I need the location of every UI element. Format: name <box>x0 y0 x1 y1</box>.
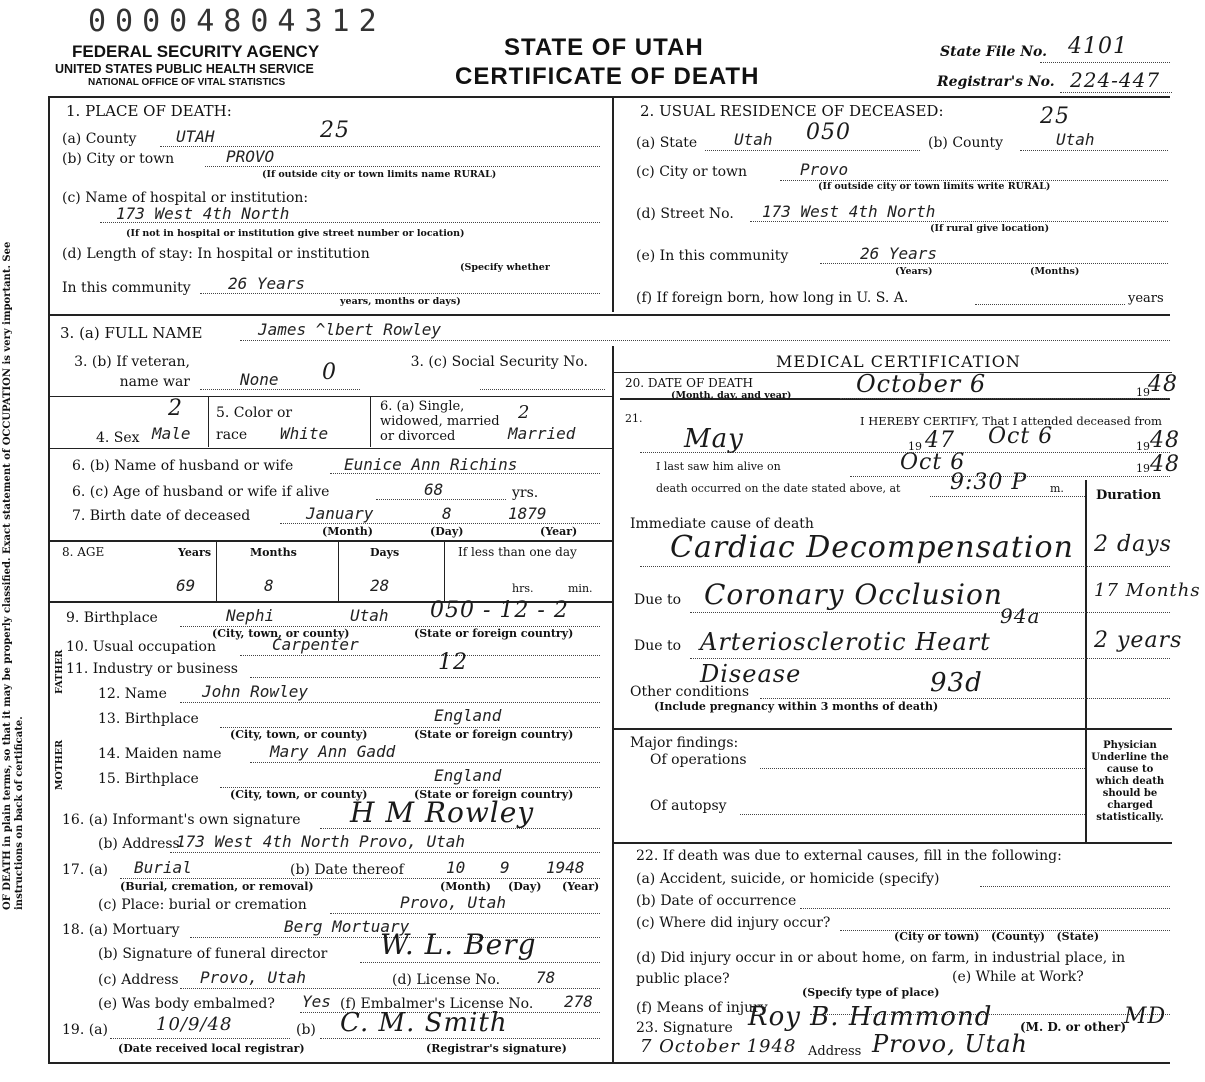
received-date: 10/9/48 <box>156 1014 233 1035</box>
informant-sig-label: 16. (a) Informant's own signature <box>62 812 301 828</box>
certify-from: May <box>684 424 744 454</box>
res-street-note: (If rural give location) <box>930 223 1050 234</box>
last-saw-prefix: 19 <box>1136 462 1150 475</box>
community-value: 26 Years <box>228 274 306 293</box>
res-county-label: (b) County <box>928 135 1004 151</box>
res-city-label: (c) City or town <box>636 164 748 180</box>
director-label: (b) Signature of funeral director <box>98 946 328 962</box>
certify-to: Oct 6 <box>988 424 1054 449</box>
age-months-h: Months <box>250 546 297 559</box>
agency-name: FEDERAL SECURITY AGENCY <box>72 42 320 61</box>
sex-code: 2 <box>168 396 183 421</box>
certify-to-year: 48 <box>1150 428 1180 453</box>
death-city-label: (b) City or town <box>62 151 175 167</box>
death-county-code: 25 <box>320 118 350 143</box>
autopsy-label: Of autopsy <box>650 798 727 814</box>
burial-label: 17. (a) <box>62 862 108 878</box>
burial-year-h: (Year) <box>562 880 600 893</box>
birthplace-state-note: (State or foreign country) <box>414 627 574 640</box>
ssn-label: 3. (c) Social Security No. <box>410 354 588 370</box>
mortuary-address: Provo, Utah <box>200 968 306 987</box>
license-value: 78 <box>536 968 556 987</box>
res-city: Provo <box>800 160 849 179</box>
mother-bp-label: 15. Birthplace <box>98 771 199 787</box>
hospital-label: (c) Name of hospital or institution: <box>62 190 309 206</box>
embalmed-value: Yes <box>302 992 331 1011</box>
received-note: (Date received local registrar) <box>118 1042 305 1055</box>
birth-month-h: (Month) <box>322 525 373 538</box>
industry-label: 11. Industry or business <box>66 661 238 677</box>
mother-bp: England <box>434 766 502 785</box>
veteran-value: None <box>240 370 279 389</box>
due2-label: Due to <box>634 638 682 654</box>
marital-code: 2 <box>518 402 531 423</box>
father-name: John Rowley <box>202 682 308 701</box>
embalmer-label: (f) Embalmer's License No. <box>340 996 534 1012</box>
res-community-label: (e) In this community <box>636 248 789 264</box>
spouse-value: Eunice Ann Richins <box>344 455 518 474</box>
external-e: (e) While at Work? <box>952 969 1084 985</box>
spouse-label: 6. (b) Name of husband or wife <box>72 458 294 474</box>
res-foreign-label: (f) If foreign born, how long in U. S. A. <box>636 290 909 306</box>
dod-note: (Month, day, and year) <box>671 390 792 401</box>
due2-cause: Arteriosclerotic Heart Disease <box>700 628 991 688</box>
death-county-label: (a) County <box>62 131 137 147</box>
state-file-label: State File No. <box>940 44 1048 60</box>
stay-label: (d) Length of stay: In hospital or institution <box>62 246 370 262</box>
director-signature: W. L. Berg <box>380 928 537 961</box>
dod-label: 20. DATE OF DEATH <box>625 376 753 390</box>
death-time-suffix: m. <box>1050 482 1064 495</box>
birth-year-h: (Year) <box>540 525 578 538</box>
informant-signature: H M Rowley <box>350 796 535 829</box>
due1-duration: 17 Months <box>1094 580 1201 601</box>
embalmer-value: 278 <box>564 992 593 1011</box>
age-days-h: Days <box>370 546 400 559</box>
certify-from-year: 47 <box>925 428 955 453</box>
burial-date-label: (b) Date thereof <box>290 862 404 878</box>
death-county: UTAH <box>176 127 215 146</box>
office-name: NATIONAL OFFICE OF VITAL STATISTICS <box>88 77 286 88</box>
external-a: (a) Accident, suicide, or homicide (specify) <box>636 871 940 887</box>
res-years-word: years <box>1128 291 1164 306</box>
last-saw-label: I last saw him alive on <box>656 460 781 473</box>
res-state-label: (a) State <box>636 135 698 151</box>
birth-year: 1879 <box>508 504 547 523</box>
certify-text: I HEREBY CERTIFY, That I attended deceased from <box>860 414 1162 428</box>
community-note: years, months or days) <box>340 296 461 307</box>
community-label: In this community <box>62 280 191 296</box>
age-less-day: If less than one day <box>458 545 577 559</box>
burial-note: (Burial, cremation, or removal) <box>120 880 314 893</box>
occupation-value: Carpenter <box>272 635 359 654</box>
age-min: min. <box>568 582 593 595</box>
father-name-label: 12. Name <box>98 686 167 702</box>
occupation-label: 10. Usual occupation <box>66 639 216 655</box>
external-label: 22. If death was due to external causes, fill in the following: <box>636 848 1062 864</box>
marital-label: 6. (a) Single, widowed, married or divorced <box>380 399 500 444</box>
service-name: UNITED STATES PUBLIC HEALTH SERVICE <box>55 62 314 76</box>
last-saw-year: 48 <box>1150 452 1180 477</box>
registrar-value: 224-447 <box>1070 68 1161 92</box>
registrar-sig-label: (b) <box>296 1022 316 1038</box>
burial-place-label: (c) Place: burial or cremation <box>98 897 307 913</box>
death-time: 9:30 P <box>950 470 1028 495</box>
mortuary-address-label: (c) Address <box>98 972 179 988</box>
mother-state-note: (State or foreign country) <box>414 788 574 801</box>
hospital-note: (If not in hospital or institution give street number or location) <box>126 228 465 239</box>
age-years-h: Years <box>178 546 212 559</box>
age-years: 69 <box>176 576 196 595</box>
external-c-note: (City or town) (County) (State) <box>894 930 1100 943</box>
mother-side-label: MOTHER <box>54 740 65 790</box>
hospital-value: 173 West 4th North <box>116 204 290 223</box>
certify-to-prefix: 19 <box>1136 440 1150 453</box>
birthplace-label: 9. Birthplace <box>66 610 158 626</box>
sex-label: 4. Sex <box>96 430 140 446</box>
signature-suffix: (M. D. or other) <box>1020 1020 1127 1034</box>
signature-address-label: Address <box>808 1044 862 1059</box>
major-label: Major findings: <box>630 735 739 751</box>
res-months-label: (Months) <box>1030 266 1080 277</box>
age-months: 8 <box>264 576 274 595</box>
burial-value: Burial <box>134 858 192 877</box>
external-f: (f) Means of injury <box>636 1000 768 1016</box>
res-county-code: 25 <box>1040 104 1070 129</box>
father-bp-label: 13. Birthplace <box>98 711 199 727</box>
other-label: Other conditions <box>630 684 750 700</box>
res-county: Utah <box>1056 130 1095 149</box>
color-label: 5. Color or race <box>216 405 293 443</box>
maiden-label: 14. Maiden name <box>98 746 222 762</box>
certify-from-prefix: 19 <box>908 440 922 453</box>
duration-heading: Duration <box>1096 488 1162 503</box>
father-side-label: FATHER <box>54 649 65 694</box>
due1-code: 94a <box>1000 604 1041 628</box>
external-c: (c) Where did injury occur? <box>636 915 831 931</box>
dod-value: October 6 <box>856 370 987 398</box>
birth-label: 7. Birth date of deceased <box>72 508 251 524</box>
full-name: James ^lbert Rowley <box>258 320 442 339</box>
father-bp: England <box>434 706 502 725</box>
informant-address-label: (b) Address <box>98 836 180 852</box>
external-d: (d) Did injury occur in or about home, on farm, in industrial place, in public place? <box>636 950 1126 987</box>
burial-month-h: (Month) <box>440 880 491 893</box>
industry-code: 12 <box>438 650 468 675</box>
death-city: PROVO <box>226 147 275 166</box>
color-value: White <box>280 424 329 443</box>
signature-address: Provo, Utah <box>872 1030 1028 1058</box>
residence-heading: 2. USUAL RESIDENCE OF DECEASED: <box>640 102 944 120</box>
burial-date-month: 10 <box>446 858 466 877</box>
physician-note: Physician Underline the cause to which death should be charged statistically. <box>1091 740 1169 823</box>
certify-num: 21. <box>625 412 643 425</box>
occurred-label: death occurred on the date stated above, at <box>656 482 901 495</box>
registrar-note: (Registrar's signature) <box>426 1042 567 1055</box>
operations-label: Of operations <box>650 752 747 768</box>
registrar-label: Registrar's No. <box>937 74 1055 90</box>
margin-instructions: OF DEATH in plain terms, so that it may be properly classified. Exact statement of OCCUPATION is very important. See instructions on back of certificate. <box>2 241 25 910</box>
embalmed-label: (e) Was body embalmed? <box>98 996 275 1012</box>
immediate-cause: Cardiac Decompensation <box>670 530 1074 565</box>
burial-day-h: (Day) <box>508 880 542 893</box>
last-saw: Oct 6 <box>900 450 966 475</box>
other-note: (Include pregnancy within 3 months of death) <box>654 700 939 713</box>
informant-address: 173 West 4th North Provo, Utah <box>176 832 465 851</box>
birth-month: January <box>306 504 374 523</box>
serial-number: 00004804312 <box>88 4 386 39</box>
due1-label: Due to <box>634 592 682 608</box>
certificate-title: CERTIFICATE OF DEATH <box>455 63 760 90</box>
veteran-code: 0 <box>322 360 337 385</box>
res-state: Utah <box>734 130 773 149</box>
birth-day-h: (Day) <box>430 525 464 538</box>
burial-date-year: 1948 <box>546 858 585 877</box>
res-community: 26 Years <box>860 244 938 263</box>
spouse-yrs: yrs. <box>512 485 539 501</box>
external-d-note: (Specify type of place) <box>802 986 940 999</box>
spouse-age: 68 <box>424 480 444 499</box>
birth-day: 8 <box>442 504 452 523</box>
due2-code: 93d <box>930 668 983 698</box>
immediate-duration: 2 days <box>1094 532 1172 557</box>
place-of-death-heading: 1. PLACE OF DEATH: <box>66 102 232 120</box>
physician-signature: Roy B. Hammond <box>748 1002 993 1032</box>
burial-date-day: 9 <box>500 858 510 877</box>
mortuary-value: Berg Mortuary <box>284 917 410 936</box>
birthplace-city: Nephi <box>226 606 275 625</box>
birthplace-code: 050 - 12 - 2 <box>430 598 569 623</box>
dod-year: 48 <box>1148 372 1178 397</box>
signature-date: 7 October 1948 <box>640 1036 797 1057</box>
marital-value: Married <box>508 424 576 443</box>
res-street: 173 West 4th North <box>762 202 936 221</box>
veteran-label: 3. (b) If veteran, name war <box>74 354 190 390</box>
external-b: (b) Date of occurrence <box>636 893 797 909</box>
birthplace-state: Utah <box>350 606 389 625</box>
stay-specify: (Specify whether <box>460 262 550 273</box>
death-city-note: (If outside city or town limits name RURAL) <box>262 169 497 180</box>
burial-place: Provo, Utah <box>400 893 506 912</box>
dod-prefix: 19 <box>1136 386 1150 399</box>
res-street-label: (d) Street No. <box>636 206 734 222</box>
maiden-name: Mary Ann Gadd <box>270 742 396 761</box>
age-hrs: hrs. <box>512 582 534 595</box>
full-name-label: 3. (a) FULL NAME <box>60 324 203 342</box>
state-title: STATE OF UTAH <box>504 34 704 61</box>
res-years-label: (Years) <box>895 266 933 277</box>
age-days: 28 <box>370 576 390 595</box>
signature-suffix-hand: MD <box>1124 1004 1167 1029</box>
father-city-note: (City, town, or county) <box>230 728 368 741</box>
registrar-signature: C. M. Smith <box>340 1008 508 1038</box>
age-label: 8. AGE <box>62 545 105 559</box>
father-state-note: (State or foreign country) <box>414 728 574 741</box>
license-label: (d) License No. <box>392 972 501 988</box>
due2-duration: 2 years <box>1094 628 1183 653</box>
immediate-label: Immediate cause of death <box>630 516 814 532</box>
mother-city-note: (City, town, or county) <box>230 788 368 801</box>
res-state-code: 050 <box>806 120 851 145</box>
mortuary-label: 18. (a) Mortuary <box>62 922 180 938</box>
medical-heading: MEDICAL CERTIFICATION <box>776 352 1021 371</box>
signature-label: 23. Signature <box>636 1020 733 1036</box>
spouse-age-label: 6. (c) Age of husband or wife if alive <box>72 484 330 500</box>
state-file-value: 4101 <box>1068 34 1128 59</box>
sex-value: Male <box>152 424 191 443</box>
received-label: 19. (a) <box>62 1022 108 1038</box>
birthplace-city-note: (City, town, or county) <box>212 627 350 640</box>
res-city-note: (If outside city or town limits write RURAL) <box>818 181 1051 192</box>
due1-cause: Coronary Occlusion <box>704 578 1003 611</box>
